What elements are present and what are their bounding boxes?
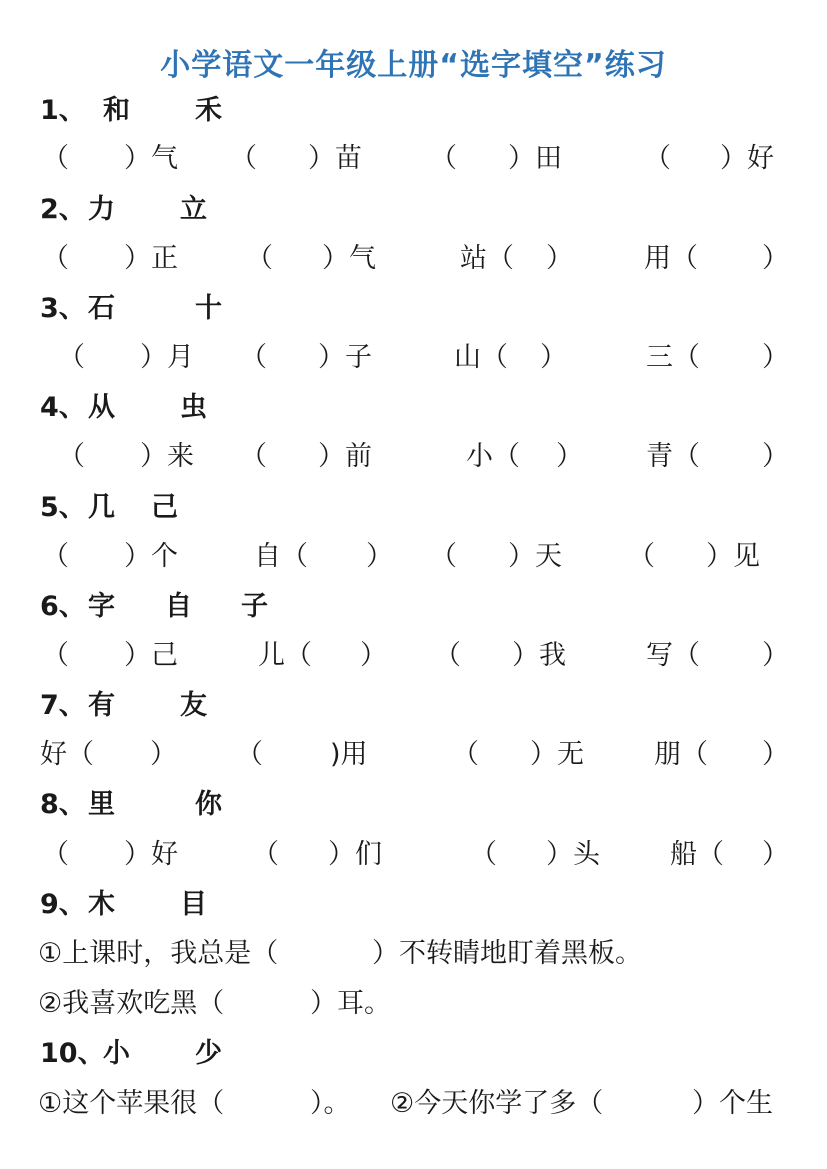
question-number: 9、	[40, 889, 86, 920]
blank-open: （	[240, 441, 267, 472]
blank-close: ）个	[124, 541, 178, 572]
sentence-part: ①这个苹果很（	[38, 1088, 225, 1119]
option-char: 虫	[180, 392, 207, 423]
blank-open: （	[236, 739, 263, 770]
question-7-blanks	[0, 732, 827, 772]
blank-open: 船（	[670, 839, 724, 870]
question-6-header	[0, 584, 827, 624]
blank-open: 青（	[646, 441, 700, 472]
option-char: 友	[180, 690, 207, 721]
blank-open: 三（	[646, 342, 700, 373]
blank-close: ）	[556, 441, 583, 472]
blank-close: ）天	[508, 541, 562, 572]
blank-open: 儿（	[258, 640, 312, 671]
option-char: 禾	[195, 95, 222, 126]
blank-open: 用（	[644, 243, 698, 274]
option-char: 几	[88, 492, 115, 523]
blank-close: ）	[150, 739, 177, 770]
question-number: 8、	[40, 789, 86, 820]
blank-open: 写（	[646, 640, 700, 671]
blank-close: ）	[762, 441, 789, 472]
blank-open: 自（	[254, 541, 308, 572]
blank-close: ）见	[706, 541, 760, 572]
blank-close: ）	[762, 342, 789, 373]
option-char: 少	[195, 1038, 222, 1069]
question-3-blanks	[0, 335, 827, 375]
blank-open: （	[430, 143, 457, 174]
question-number: 1、	[40, 95, 86, 126]
blank-open: 朋（	[654, 739, 708, 770]
option-char: 立	[180, 194, 207, 225]
option-char: 有	[88, 690, 115, 721]
blank-close: ）好	[720, 143, 774, 174]
blank-close: ）	[366, 541, 393, 572]
question-4-header	[0, 385, 827, 425]
option-char: 小	[103, 1038, 130, 1069]
option-char: 和	[103, 95, 130, 126]
question-number: 6、	[40, 591, 86, 622]
question-number: 10、	[40, 1038, 105, 1069]
question-number: 4、	[40, 392, 86, 423]
blank-close: ）气	[322, 243, 376, 274]
question-1-header	[0, 88, 827, 128]
option-char: 木	[88, 889, 115, 920]
blank-close: ）	[360, 640, 387, 671]
blank-close: ）苗	[308, 143, 362, 174]
option-char: 石	[88, 293, 115, 324]
question-8-header	[0, 782, 827, 822]
blank-open: （	[252, 839, 279, 870]
option-char: 子	[241, 591, 268, 622]
blank-open: （	[230, 143, 257, 174]
question-5-header	[0, 485, 827, 525]
question-number: 2、	[40, 194, 86, 225]
option-char: 目	[180, 889, 207, 920]
blank-close: ）前	[318, 441, 372, 472]
blank-open: （	[42, 243, 69, 274]
question-number: 5、	[40, 492, 86, 523]
sentence-part: ）个生	[692, 1088, 773, 1119]
blank-close: ）无	[530, 739, 584, 770]
sentence-part: ）。	[310, 1088, 351, 1119]
blank-close: ）气	[124, 143, 178, 174]
blank-open: （	[470, 839, 497, 870]
blank-close: ）子	[318, 342, 372, 373]
blank-open: （	[240, 342, 267, 373]
sentence-part: ②今天你学了多（	[390, 1088, 604, 1119]
question-10-sentences	[0, 1081, 827, 1121]
blank-open: 山（	[454, 342, 508, 373]
blank-close: ）田	[508, 143, 562, 174]
blank-open: （	[58, 441, 85, 472]
question-9-sentence-1	[0, 931, 827, 971]
question-number: 3、	[40, 293, 86, 324]
question-10-header	[0, 1031, 827, 1071]
blank-close: ）	[762, 839, 789, 870]
blank-open: （	[42, 640, 69, 671]
option-char: 己	[151, 492, 178, 523]
blank-close: ）	[762, 640, 789, 671]
sentence-part: ）耳。	[310, 988, 391, 1019]
question-4-blanks	[0, 434, 827, 474]
blank-close: ）我	[512, 640, 566, 671]
blank-open: （	[434, 640, 461, 671]
blank-close: )用	[330, 739, 368, 770]
blank-close: ）头	[546, 839, 600, 870]
sentence-part: ①上课时，我总是（	[38, 938, 279, 969]
blank-open: （	[42, 143, 69, 174]
question-6-blanks	[0, 633, 827, 673]
question-5-blanks	[0, 534, 827, 574]
question-9-sentence-2	[0, 981, 827, 1021]
question-2-header	[0, 187, 827, 227]
sentence-part: ）不转睛地盯着黑板。	[372, 938, 642, 969]
blank-open: （	[42, 541, 69, 572]
option-char: 里	[88, 789, 115, 820]
blank-close: ）来	[140, 441, 194, 472]
option-char: 你	[195, 789, 222, 820]
question-number: 7、	[40, 690, 86, 721]
blank-close: ）	[762, 243, 789, 274]
blank-open: （	[246, 243, 273, 274]
question-1-blanks	[0, 136, 827, 176]
question-9-header	[0, 882, 827, 922]
blank-open: （	[58, 342, 85, 373]
page-title: 小学语文一年级上册“选字填空”练习	[160, 48, 667, 83]
blank-open: （	[452, 739, 479, 770]
question-2-blanks	[0, 236, 827, 276]
sentence-part: ②我喜欢吃黑（	[38, 988, 225, 1019]
blank-close: ）	[762, 739, 789, 770]
question-7-header	[0, 683, 827, 723]
question-3-header	[0, 286, 827, 326]
blank-open: 小（	[466, 441, 520, 472]
blank-open: 站（	[460, 243, 514, 274]
option-char: 力	[88, 194, 115, 225]
option-char: 从	[88, 392, 115, 423]
question-8-blanks	[0, 832, 827, 872]
blank-close: ）们	[328, 839, 382, 870]
blank-open: （	[42, 839, 69, 870]
blank-close: ）月	[140, 342, 194, 373]
blank-close: ）己	[124, 640, 178, 671]
option-char: 字	[88, 591, 115, 622]
blank-close: ）	[540, 342, 567, 373]
blank-close: ）好	[124, 839, 178, 870]
option-char: 自	[165, 591, 192, 622]
blank-open: （	[430, 541, 457, 572]
blank-open: （	[628, 541, 655, 572]
blank-open: 好（	[40, 739, 94, 770]
blank-close: ）正	[124, 243, 178, 274]
option-char: 十	[195, 293, 222, 324]
blank-open: （	[644, 143, 671, 174]
blank-close: ）	[546, 243, 573, 274]
